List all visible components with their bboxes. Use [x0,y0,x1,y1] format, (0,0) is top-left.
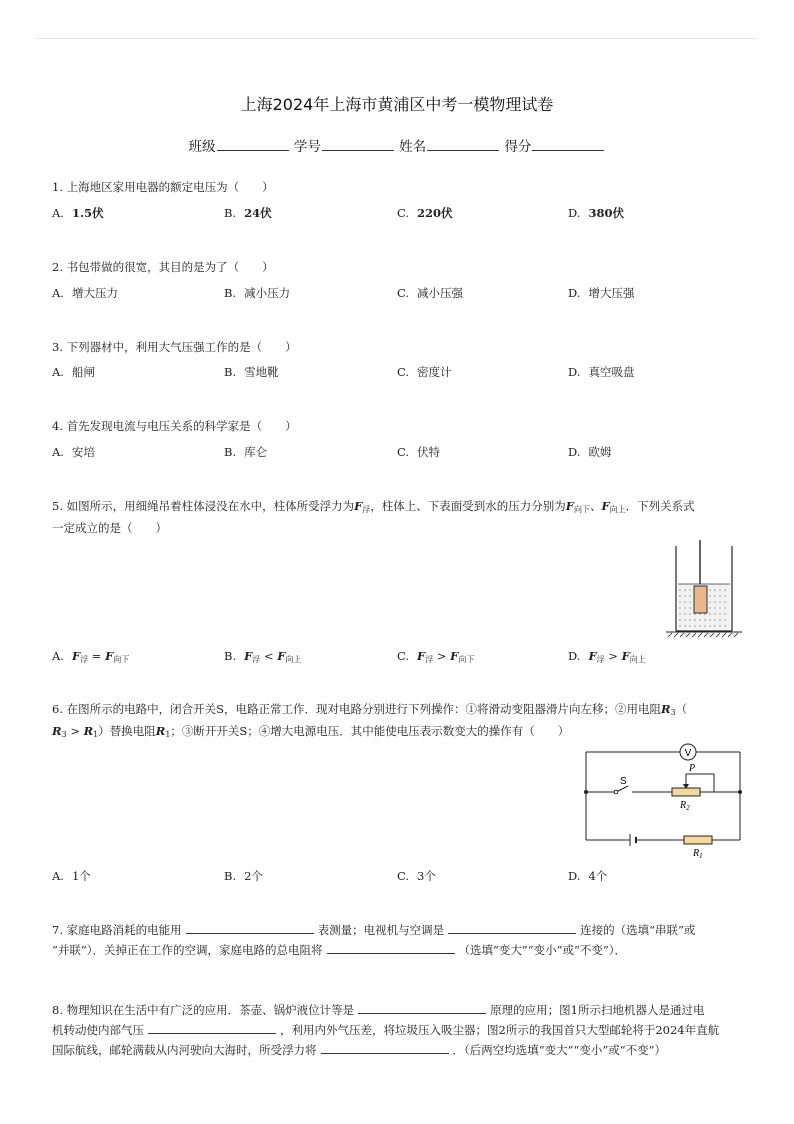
q3-option-c[interactable]: C. 密度计 [397,365,452,379]
q7-blank-2[interactable] [448,921,576,934]
q8-blank-1[interactable] [358,1001,486,1014]
student-info-line [0,135,794,155]
q6-option-d[interactable]: D. 4个 [568,869,608,883]
q5-option-a[interactable]: A. $F_浮 = F_{向下}$ [52,649,130,664]
name-field[interactable] [427,138,499,151]
switch-label: S [620,776,627,787]
q6-stem: 6. 在图所示的电路中，闭合开关S，电路正常工作．现对电路分别进行下列操作：①将滑动变阻器滑片向左移；②用电阻$R_3$（ $R_3 > R_1$）替换电阻$R_1$；③断开开关S；④增大电源电压．其中能使电压表示数变大的操作有（ ） [52,702,688,739]
q1-option-a[interactable]: A. 1.5伏 [52,206,104,220]
q5-figure [664,538,744,638]
name-label: 姓名 [399,139,427,155]
q7-stem: 7. 家庭电路消耗的电能用 表测量；电视机与空调是 连接的（选填“串联”或 “并联”）．关掉正在工作的空调，家庭电路的总电阻将 （选填“变大”“变小”或“不变”）． [52,923,696,957]
q2-option-a[interactable]: A. 增大压力 [52,286,118,300]
q3-option-a[interactable]: A. 船闸 [52,365,95,379]
r2-label: $R_2$ [680,800,690,812]
q2-stem: 2. 书包带做的很宽，其目的是为了（ ） [52,260,274,274]
q8-blank-3[interactable] [321,1041,449,1054]
q7-blank-3[interactable] [327,941,455,954]
slider-label: P [689,763,696,774]
q4-option-a[interactable]: A. 安培 [52,445,95,459]
score-label: 得分 [504,139,532,155]
q6-option-b[interactable]: B. 2个 [224,869,263,883]
voltmeter-label: V [684,748,692,759]
q2-option-d[interactable]: D. 增大压强 [568,286,635,300]
class-field[interactable] [217,138,289,151]
page-title: 上海2024年上海市黄浦区中考一模物理试卷 [240,95,554,114]
q4-option-d[interactable]: D. 欧姆 [568,445,612,459]
q1-option-d[interactable]: D. 380伏 [568,206,624,220]
q4-option-c[interactable]: C. 伏特 [397,445,441,459]
q8-blank-2[interactable] [148,1021,276,1034]
q3-stem: 3. 下列器材中，利用大气压强工作的是（ ） [52,340,297,354]
q5-option-b[interactable]: B. $F_浮 < F_{向上}$ [224,649,302,664]
r1-label: $R_1$ [693,848,703,860]
id-field[interactable] [322,138,394,151]
q8-stem: 8. 物理知识在生活中有广泛的应用．茶壶、锅炉液位计等是 原理的应用；图1所示扫地机器人是通过电 机转动使内部气压 ，利用内外气压差，将垃圾压入吸尘器；图2所示的我国首只大型邮轮将于2024年直航 国际航线，邮轮满载从内河驶向大海时，所受浮力将 ．（后两空均选填“变大”“变小”或“不变”） [52,1003,720,1057]
header-rule [36,38,758,39]
q5-option-d[interactable]: D. $F_浮 > F_{向上}$ [568,649,646,664]
q7-blank-1[interactable] [186,921,314,934]
class-label: 班级 [188,139,216,155]
q4-option-b[interactable]: B. 库仑 [224,445,268,459]
q4-stem: 4. 首先发现电流与电压关系的科学家是（ ） [52,419,297,433]
id-label: 学号 [293,139,321,155]
q5-option-c[interactable]: C. $F_浮 > F_{向下}$ [397,649,475,664]
q2-option-c[interactable]: C. 减小压强 [397,286,464,300]
q6-circuit-figure [580,740,750,860]
q1-option-c[interactable]: C. 220伏 [397,206,453,220]
q6-option-c[interactable]: C. 3个 [397,869,436,883]
score-field[interactable] [532,138,604,151]
q1-stem: 1. 上海地区家用电器的额定电压为（ ） [52,180,274,194]
q5-stem: 5. 如图所示，用细绳吊着柱体浸没在水中，柱体所受浮力为$F_浮$，柱体上、下表面受到水的压力分别为$F_{向下}$、$F_{向上}$．下列关系式 一定成立的是（ ） [52,499,695,535]
q6-option-a[interactable]: A. 1个 [52,869,91,883]
q3-option-d[interactable]: D. 真空吸盘 [568,365,635,379]
q1-option-b[interactable]: B. 24伏 [224,206,272,220]
q2-option-b[interactable]: B. 减小压力 [224,286,291,300]
q3-option-b[interactable]: B. 雪地靴 [224,365,279,379]
